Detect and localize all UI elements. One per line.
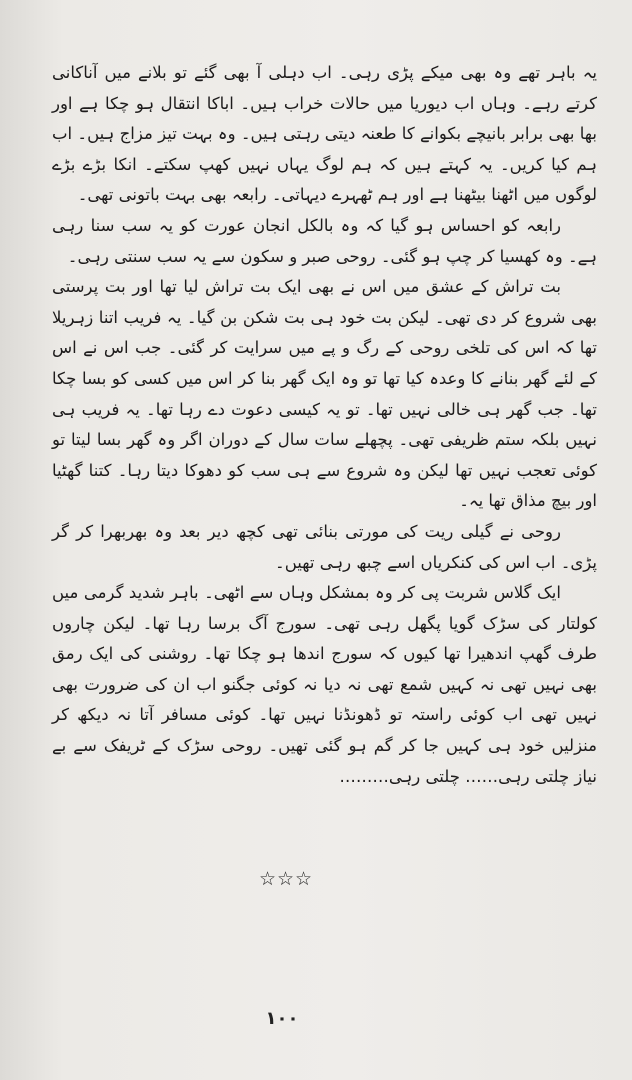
paragraph-2: رابعہ کو احساس ہو گیا کہ وہ بالکل انجان عورت کو یہ سب سنا رہی ہے۔ وہ کھسیا کر چپ ہو گئی۔ روحی صبر و سکون سے یہ سب سنتی رہی۔ bbox=[52, 215, 597, 266]
paragraph-1: یہ باہر تھے وہ بھی میکے پڑی رہی۔ اب دہلی آ بھی گئے تو بلانے میں آناکانی کرتے رہے۔ وہاں اب دیوریا میں حالات خراب ہیں۔ اباکا انتقال ہو چکا ہے اور بھا بھی برابر بانیچے بکوانے کا طعنہ دیتی رہتی ہیں۔ وہ بہت تیز مزاج ہیں۔ اب ہم کیا کریں۔ یہ کہتے ہیں کہ ہم لوگ یہاں نہیں کھپ سکتے۔ انکا بڑے بڑے لوگوں میں اٹھنا بیٹھنا ہے اور ہم ٹھہرے دیہاتی۔ رابعہ بھی بہت باتونی تھی۔ bbox=[52, 63, 597, 205]
section-break-stars: ☆☆☆ bbox=[258, 868, 314, 890]
paragraph-5: ایک گلاس شربت پی کر وہ بمشکل وہاں سے اٹھی۔ باہر شدید گرمی میں کولتار کی سڑک گویا پگھل رہی تھی۔ سورج آگ برسا رہا تھا۔ لیکن چاروں طرف گھپ اندھیرا تھا کیوں کہ سورج اندھا ہو چکا تھا۔ روشنی کی ایک رمق بھی نہیں تھی نہ کہیں شمع تھی نہ دیا نہ کوئی جگنو اب ان کی ضرورت بھی نہیں تھی اب کوئی راستہ تو ڈھونڈنا نہیں تھا۔ کوئی مسافر آتا نہ دیکھ کر منزلیں خود ہی کہیں جا کر گم ہو گئی تھیں۔ روحی سڑک کے ٹریفک سے بے نیاز چلتی رہی…… چلتی رہی……… bbox=[52, 583, 597, 786]
paragraph-4: روحی نے گیلی ریت کی مورتی بنائی تھی کچھ دیر بعد وہ بھربھرا کر گر پڑی۔ اب اس کی کنکریاں اسے چبھ رہی تھیں۔ bbox=[52, 521, 597, 572]
page-number: ۱۰۰ bbox=[265, 1008, 299, 1029]
body-text bbox=[52, 58, 597, 792]
paragraph-3: بت تراش کے عشق میں اس نے بھی ایک بت تراش لیا تھا اور بت پرستی بھی شروع کر دی تھی۔ لیکن بت خود ہی بت شکن بن گیا۔ یہ فریب اتنا زہریلا تھا کہ اس کی تلخی روحی کے رگ و پے میں سرایت کر گئی۔ جب اس نے اس کے لئے گھر بنانے کا وعدہ کیا تھا تو وہ ایک گھر بنا کر اس میں کسی کو بسا چکا تھا۔ جب گھر ہی خالی نہیں تھا۔ تو یہ کیسی دعوت دے رہا تھا۔ یہ فریب ہی نہیں بلکہ ستم ظریفی تھی۔ پچھلے سات سال کے دوران اگر وہ گھر بسا لیتا تو کوئی تعجب نہیں تھا لیکن وہ شروع سے ہی سب کو دھوکا دیتا رہا۔ کتنا گھٹیا اور بیچ مذاق تھا یہ۔ bbox=[52, 277, 597, 511]
